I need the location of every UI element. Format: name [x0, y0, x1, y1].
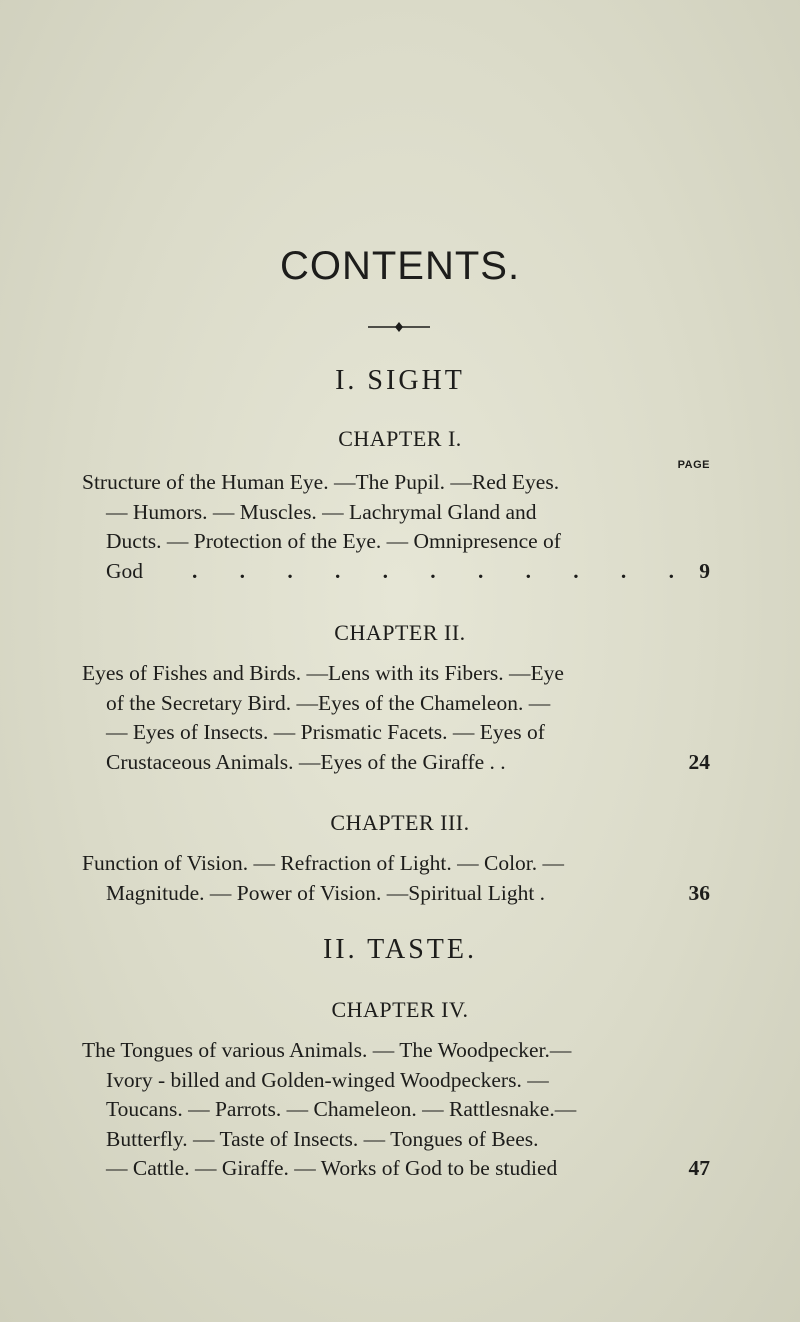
- part-heading-taste: II. TASTE.: [322, 934, 477, 965]
- entry-line: Eyes of Fishes and Birds. —Lens with its Fibers. —Eye: [82, 661, 564, 685]
- chapter-heading: CHAPTER III.: [330, 810, 470, 835]
- entry-last-line: [82, 557, 710, 587]
- page-number: 36: [688, 880, 710, 905]
- entry-line: Magnitude. — Power of Vision. —Spiritual Light .: [106, 880, 546, 905]
- toc-entry-chapter-1: [82, 468, 710, 586]
- entry-line: — Cattle. — Giraffe. — Works of God to be studied: [106, 1156, 558, 1180]
- entry-last-line: [82, 748, 710, 778]
- toc-entry-chapter-4: [82, 1036, 710, 1184]
- toc-entry-chapter-2: [82, 659, 710, 777]
- entry-line: Toucans. — Parrots. — Chameleon. — Rattlesnake.—: [106, 1097, 577, 1121]
- entry-line: The Tongues of various Animals. — The Woodpecker.—: [82, 1038, 572, 1062]
- page-number: 9: [699, 558, 710, 583]
- entry-line: Butterfly. — Taste of Insects. — Tongues of Bees.: [106, 1126, 539, 1151]
- chapter-heading: CHAPTER II.: [334, 620, 466, 645]
- entry-line: Crustaceous Animals. —Eyes of the Giraffe . .: [106, 749, 506, 774]
- page-number: 24: [688, 749, 710, 774]
- entry-line: Ducts. — Protection of the Eye. — Omnipresence of: [106, 529, 561, 553]
- entry-line: Function of Vision. — Refraction of Light. — Color. —: [82, 851, 565, 875]
- part-heading-sight: I. SIGHT: [335, 365, 465, 396]
- entry-line: — Humors. — Muscles. — Lachrymal Gland and: [106, 499, 537, 524]
- entry-line: Structure of the Human Eye. —The Pupil. —Red Eyes.: [82, 470, 560, 494]
- entry-last-line: [82, 879, 710, 909]
- entry-line: — Eyes of Insects. — Prismatic Facets. — Eyes of: [106, 720, 545, 744]
- chapter-heading: CHAPTER I.: [338, 426, 462, 451]
- page-column-label: PAGE: [677, 459, 710, 471]
- entry-last-line: [82, 1154, 710, 1184]
- entry-line: God: [106, 558, 144, 583]
- chapter-heading: CHAPTER IV.: [331, 997, 469, 1022]
- page-number: 47: [688, 1156, 710, 1180]
- entry-line: Ivory - billed and Golden-winged Woodpeckers. —: [106, 1067, 549, 1092]
- page-title: CONTENTS.: [279, 244, 521, 288]
- entry-line: of the Secretary Bird. —Eyes of the Chameleon. —: [106, 690, 551, 715]
- dot-leaders: . . . . . . . . . . .: [192, 558, 674, 583]
- toc-entry-chapter-3: [82, 849, 710, 908]
- diamond-rule-ornament: [368, 322, 430, 332]
